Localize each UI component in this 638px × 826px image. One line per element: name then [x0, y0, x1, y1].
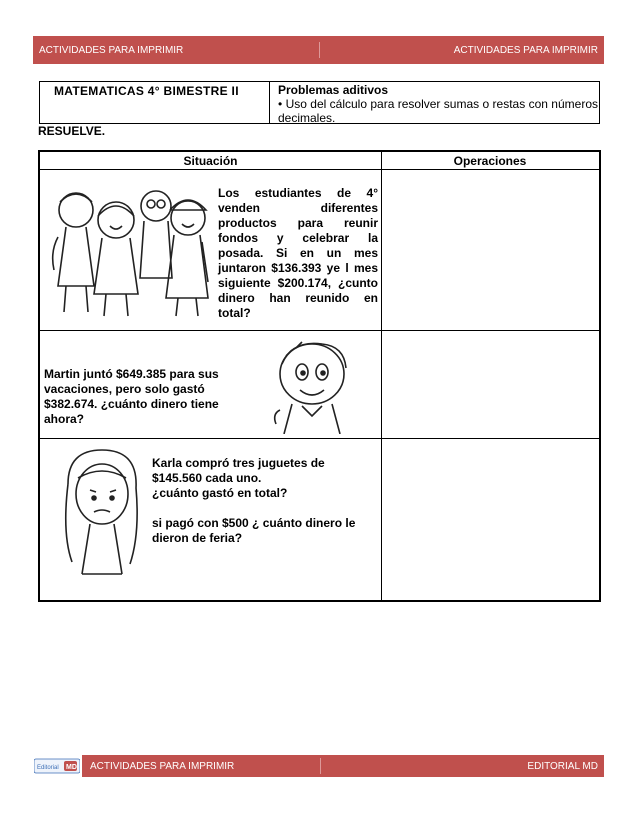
children-illustration: [48, 182, 210, 320]
topic-title: Problemas aditivos: [278, 83, 389, 97]
column-divider: [381, 152, 382, 600]
problem-3-line-1: Karla compró tres juguetes de $145.560 cada uno.: [152, 456, 325, 485]
footer-right-text: EDITORIAL MD: [527, 761, 598, 772]
subject-text: MATEMATICAS 4° BIMESTRE II: [54, 84, 239, 98]
header-bar: [33, 36, 604, 64]
table-header: [40, 152, 599, 170]
problem-2-text: Martin juntó $649.385 para sus vacaciones, pero solo gastó $382.674. ¿cuánto dinero tiene ahora?: [44, 367, 219, 426]
problem-3-text: [152, 456, 374, 546]
header-divider: [319, 42, 320, 58]
problem-1-text: Los estudiantes de 4° venden diferentes productos para reunir fondos y celebrar la posada. Si en un mes juntaron $136.393 ye l mes siguiente $200.174, ¿cunto dinero han reunido en total?: [218, 186, 378, 320]
header-left-text: ACTIVIDADES PARA IMPRIMIR: [39, 45, 184, 56]
row-divider: [40, 438, 599, 439]
footer-left-text: ACTIVIDADES PARA IMPRIMIR: [90, 761, 235, 772]
problem-3-line-3: si pagó con $500 ¿ cuánto dinero le dieron de feria?: [152, 516, 356, 545]
header-operaciones: Operaciones: [453, 154, 527, 168]
editorial-logo: [34, 757, 80, 775]
svg-text:MD: MD: [66, 764, 77, 771]
row-divider: [40, 330, 599, 331]
instruction-text: RESUELVE.: [38, 124, 106, 138]
logo-text: Editorial: [37, 765, 59, 771]
info-box: [39, 81, 600, 124]
problems-table: [38, 150, 601, 602]
topic-cell: [278, 82, 598, 123]
boy-illustration: [262, 334, 362, 434]
girl-illustration: [54, 444, 146, 594]
footer-bar: [82, 755, 604, 777]
header-situacion: Situación: [183, 154, 238, 168]
topic-description: • Uso del cálculo para resolver sumas o restas con números decimales.: [278, 97, 598, 125]
subject-cell: [40, 82, 270, 123]
problem-3-line-2: ¿cuánto gastó en total?: [152, 486, 288, 500]
footer-divider: [320, 758, 321, 774]
header-right-text: ACTIVIDADES PARA IMPRIMIR: [453, 45, 598, 56]
